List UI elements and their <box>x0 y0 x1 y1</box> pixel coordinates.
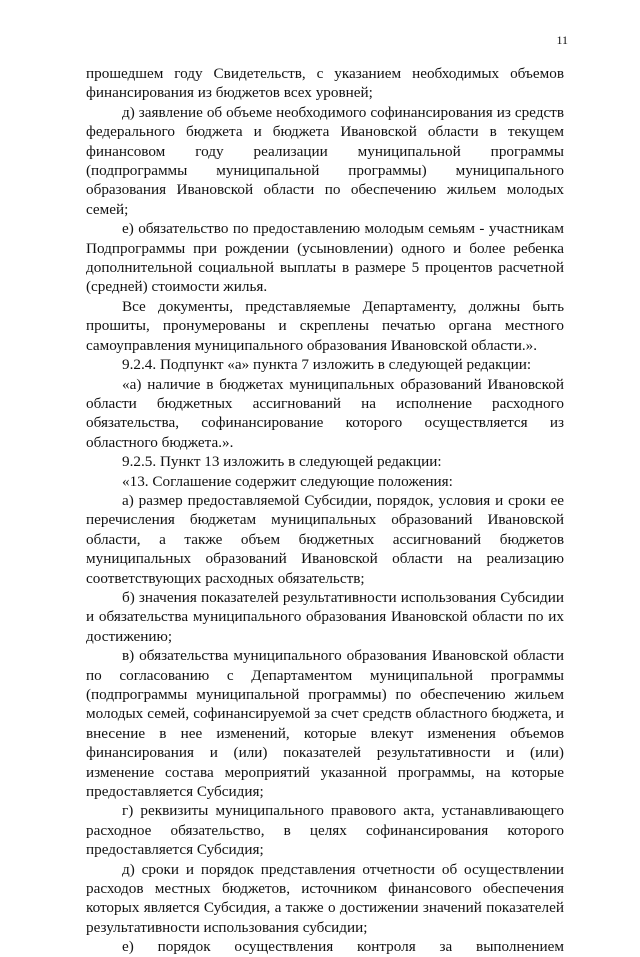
paragraph-point-13: «13. Соглашение содержит следующие положения: <box>122 472 453 490</box>
paragraph-agreement-v: в) обязательства муниципального образования Ивановской области по согласованию с Департаментом муниципальной программы (подпрограммы муниципальной программы) по обеспечению жильем молодых семей, софинансируемой за счет средств областного бюджета, и внесение в нее изменений, которые влекут изменения объемов финансирования и (или) показателей результативности и (или) изменение состава мероприятий указанной программы, на которые предоставляется Субсидия; <box>86 647 564 801</box>
paragraph-continuation: прошедшем году Свидетельств, с указанием необходимых объемов финансирования из бюджетов всех уровней; <box>86 65 564 102</box>
paragraph-item-e-obligation: е) обязательство по предоставлению молодым семьям - участникам Подпрограммы при рождении (усыновлении) одного и более ребенка дополнительной социальной выплаты в размере 5 процентов расчетной (средней) стоимости жилья. <box>86 220 564 296</box>
paragraph-documents-requirement: Все документы, представляемые Департаменту, должны быть прошиты, пронумерованы и скреплены печатью органа местного самоуправления муниципального образования Ивановской области.». <box>86 297 564 354</box>
paragraph-subitem-a: «а) наличие в бюджетах муниципальных образований Ивановской области бюджетных ассигнований на исполнение расходного обязательства, софинансирование которого осуществляется из областного бюджета.». <box>86 375 564 451</box>
page-number: 11 <box>556 33 568 47</box>
paragraph-agreement-e: е) порядок осуществления контроля за выполнением <box>122 938 564 956</box>
paragraph-agreement-d: д) сроки и порядок представления отчетности об осуществлении расходов местных бюджетов, источником финансового обеспечения которых является Субсидия, а также о достижении значений показателей результативности использования субсидии; <box>86 860 564 936</box>
paragraph-item-d-application: д) заявление об объеме необходимого софинансирования из средств федерального бюджета и бюджета Ивановской области в текущем финансовом году реализации муниципальной программы (подпрограммы муниципальной программы) муниципального образования Ивановской области по обеспечению жильем молодых семей; <box>86 103 564 218</box>
paragraph-9-2-5: 9.2.5. Пункт 13 изложить в следующей редакции: <box>122 453 442 471</box>
paragraph-agreement-b: б) значения показателей результативности использования Субсидии и обязательства муниципального образования Ивановской области по их достижению; <box>86 588 564 645</box>
paragraph-agreement-a: а) размер предоставляемой Субсидии, порядок, условия и сроки ее перечисления бюджетам муниципальных образований Ивановской области, а также объем бюджетных ассигнований бюджетов муниципальных образований Ивановской области на реализацию соответствующих расходных обязательств; <box>86 491 564 587</box>
document-body <box>86 64 564 957</box>
paragraph-9-2-4: 9.2.4. Подпункт «а» пункта 7 изложить в следующей редакции: <box>122 356 532 374</box>
paragraph-agreement-g: г) реквизиты муниципального правового акта, устанавливающего расходное обязательство, в целях софинансирования которого предоставляется Субсидия; <box>86 802 564 859</box>
